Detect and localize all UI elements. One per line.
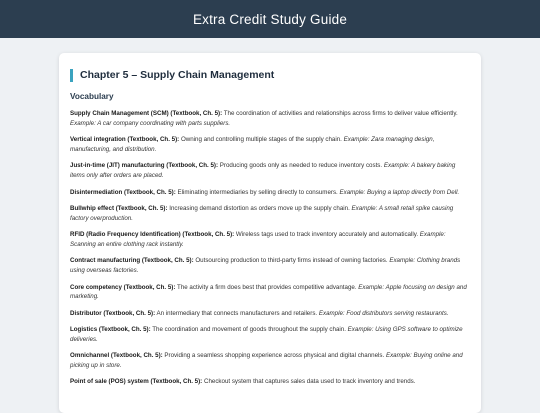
vocab-definition: Eliminating intermediaries by selling directly to consumers. <box>175 188 340 196</box>
vocab-item <box>70 256 470 276</box>
vocab-item <box>70 325 470 345</box>
page-title: Extra Credit Study Guide <box>192 11 348 27</box>
vocab-item <box>70 135 470 155</box>
vocab-term: Contract manufacturing (Textbook, Ch. 5): <box>70 257 194 265</box>
vocab-term: Distributor (Textbook, Ch. 5): <box>70 309 156 317</box>
vocab-definition: Producing goods only as needed to reduce inventory costs. <box>218 162 384 170</box>
vocab-item <box>70 109 470 129</box>
vocab-example: Example: Buying a laptop directly from Dell. <box>339 188 460 196</box>
vocab-item <box>70 309 470 319</box>
vocab-example: Example: Apple focusing on design and marketing. <box>70 283 467 301</box>
vocab-example: Example: Scanning an entire clothing rack instantly. <box>70 231 446 248</box>
chapter-heading: Chapter 5 – Supply Chain Management <box>70 69 470 82</box>
vocab-example: Example: A small retail spike causing factory overproduction. <box>70 204 454 222</box>
vocab-definition: The activity a firm does best that provides competitive advantage. <box>175 283 359 291</box>
vocab-example: Example: A car company coordinating with parts suppliers. <box>70 119 231 127</box>
vocab-item <box>70 377 470 387</box>
vocab-item <box>70 204 470 224</box>
vocab-definition: The coordination of activities and relationships across firms to deliver value efficiently. <box>222 110 458 117</box>
vocab-term: Vertical integration (Textbook, Ch. 5): <box>70 136 180 144</box>
vocab-item <box>70 188 470 198</box>
vocab-term: RFID (Radio Frequency Identification) (Textbook, Ch. 5): <box>70 231 235 239</box>
vocab-item <box>70 161 470 181</box>
vocab-term: Logistics (Textbook, Ch. 5): <box>70 326 151 334</box>
vocab-definition: Increasing demand distortion as orders move up the supply chain. <box>167 204 352 212</box>
vocab-definition: An intermediary that connects manufacturers and retailers. <box>155 309 319 317</box>
vocab-term: Point of sale (POS) system (Textbook, Ch. 5): <box>70 378 203 386</box>
vocab-example: Example: A bakery baking items only after orders are placed. <box>70 162 456 180</box>
vocab-term: Omnichannel (Textbook, Ch. 5): <box>70 352 163 360</box>
vocab-term: Bullwhip effect (Textbook, Ch. 5): <box>70 204 168 212</box>
vocab-term: Disintermediation (Textbook, Ch. 5): <box>70 188 176 196</box>
vocab-definition: Checkout system that captures sales data used to track inventory and trends. <box>202 378 416 386</box>
vocab-definition: Outsourcing production to third-party firms instead of owning factories. <box>193 257 390 265</box>
vocab-term: Core competency (Textbook, Ch. 5): <box>70 283 176 291</box>
vocab-example: Example: Buying online and picking up in store. <box>70 352 463 370</box>
vocab-definition: Wireless tags used to track inventory accurately and automatically. <box>234 231 420 239</box>
app-header <box>0 0 540 38</box>
vocabulary-list <box>70 109 470 387</box>
section-heading: Vocabulary <box>70 92 114 101</box>
vocab-example: Example: Using GPS software to optimize deliveries. <box>70 326 463 343</box>
vocab-definition: The coordination and movement of goods throughout the supply chain. <box>150 326 348 334</box>
vocab-term: Supply Chain Management (SCM) (Textbook, Ch. 5): <box>70 110 223 117</box>
vocab-example: Example: Clothing brands using overseas factories. <box>70 257 461 275</box>
vocab-example: Example: Food distributors serving restaurants. <box>318 309 449 317</box>
vocab-example: Example: Zara managing design, manufacturing, and distribution. <box>70 136 435 153</box>
vocab-item <box>70 351 470 371</box>
vocab-definition: Owning and controlling multiple stages of the supply chain. <box>179 136 344 144</box>
vocab-term: Just-in-time (JIT) manufacturing (Textbook, Ch. 5): <box>70 162 219 170</box>
study-guide-card <box>59 53 481 413</box>
vocab-item <box>70 283 470 303</box>
vocab-definition: Providing a seamless shopping experience across physical and digital channels. <box>162 352 386 360</box>
vocab-item <box>70 230 470 250</box>
